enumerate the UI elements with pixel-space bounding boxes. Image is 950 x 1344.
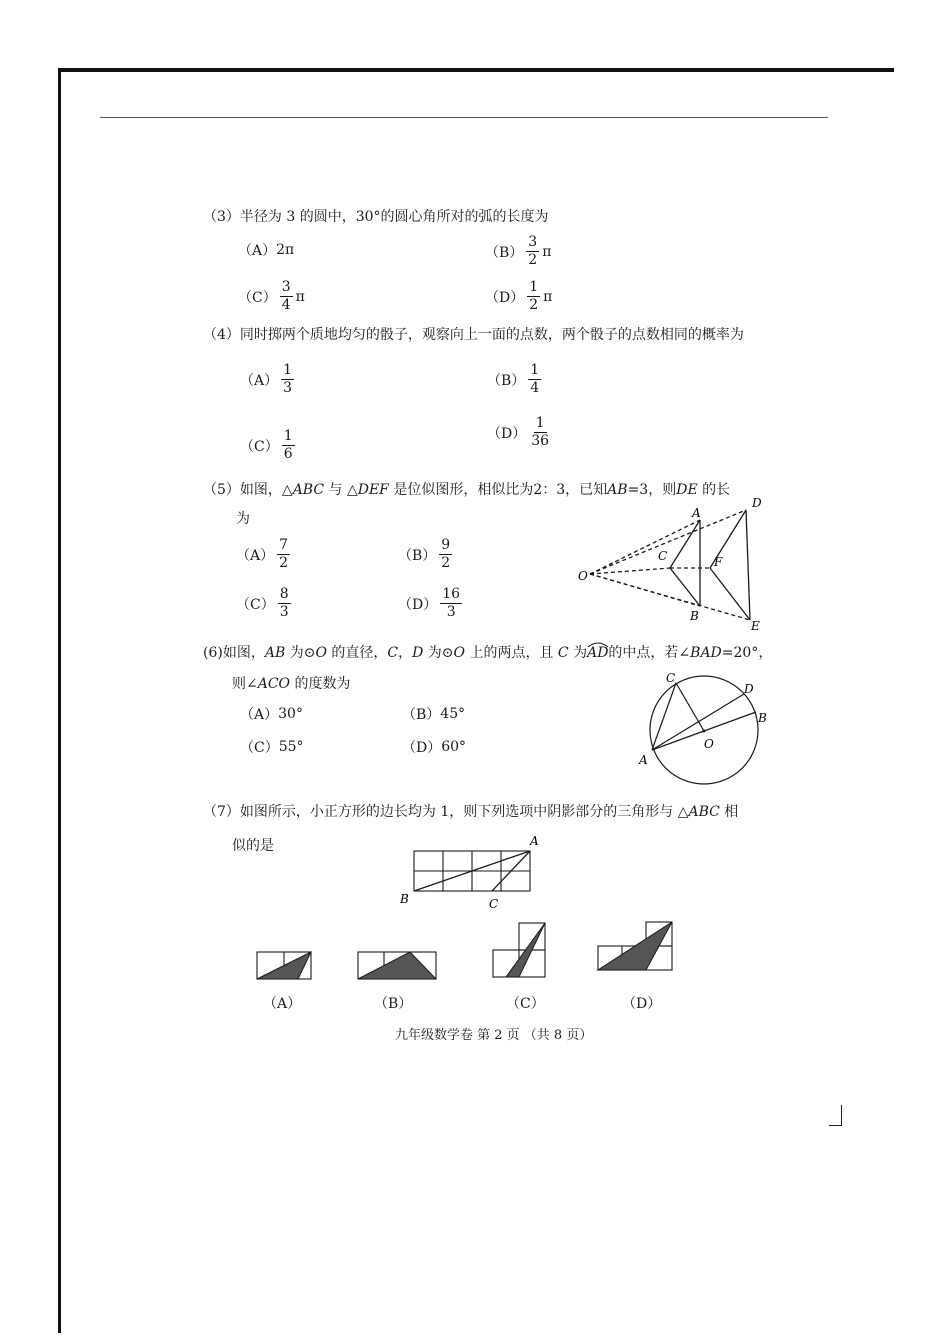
- q6-center-dot: [703, 730, 706, 733]
- q6-figure: [636, 666, 772, 790]
- q6-option-d: （D） 60°: [402, 739, 467, 756]
- q5-label-a: A: [692, 506, 701, 520]
- q5-dash-oc: [590, 568, 670, 574]
- q5-label-o: O: [578, 569, 588, 583]
- q3-option-c: （C） $\frac{3}{4}$ π: [238, 279, 305, 313]
- q6-option-c: （C） 55°: [240, 739, 304, 756]
- q4-option-b: （B） $\frac{1}{4}$: [487, 362, 540, 396]
- q6-label-o: O: [704, 737, 714, 751]
- q5-label-d: D: [752, 496, 762, 510]
- q7-option-a-label: （A）: [263, 996, 302, 1012]
- question-4-stem: （4）同时掷两个质地均匀的骰子，观察向上一面的点数，两个骰子的点数相同的概率为: [203, 327, 744, 343]
- q5-option-c: （C） $\frac{8}{3}$: [236, 586, 289, 620]
- q3-option-a: （A） 2π: [238, 242, 295, 259]
- scan-top-border: [58, 68, 894, 72]
- question-5-stem: （5）如图，△ABC 与 △DEF 是位似图形，相似比为2：3，已知AB=3，则DE 的长: [203, 482, 731, 498]
- q7-option-c-figure: [490, 920, 550, 980]
- q6-co: [676, 683, 704, 731]
- q5-dash-od: [590, 510, 746, 574]
- q5-ef: [710, 568, 750, 620]
- corner-mark: [829, 1105, 842, 1126]
- q7-main-figure: [396, 833, 548, 911]
- q3-option-b: （B） $\frac{3}{2}$ π: [485, 234, 552, 268]
- q5-bc: [670, 568, 700, 606]
- q4-option-d: （D） $\frac{1}{36}$: [487, 415, 550, 449]
- question-7-stem: （7）如图所示，小正方形的边长均为 1，则下列选项中阴影部分的三角形与 △ABC 相: [203, 804, 739, 820]
- q5-de: [746, 510, 750, 620]
- header-rule: [100, 117, 828, 118]
- scan-left-border: [58, 68, 61, 1333]
- question-3-stem: （3）半径为 3 的圆中，30°的圆心角所对的弧的长度为: [203, 209, 549, 225]
- q6-label-d: D: [744, 682, 754, 696]
- q4-option-a: （A） $\frac{1}{3}$: [240, 362, 293, 396]
- q5-option-d: （D） $\frac{16}{3}$: [398, 586, 461, 620]
- q7-label-b: B: [400, 892, 409, 906]
- q7-option-d-label: （D）: [622, 996, 662, 1012]
- q7-label-c: C: [489, 897, 499, 911]
- q5-label-b: B: [690, 609, 699, 623]
- q6-option-a: （A） 30°: [240, 706, 303, 723]
- question-6-stem-line2: 则∠ACO 的度数为: [232, 676, 351, 692]
- question-5-stem-line2: 为: [236, 511, 250, 527]
- q6-label-a: A: [639, 753, 648, 767]
- q5-label-c: C: [658, 549, 668, 563]
- q6-label-b: B: [758, 711, 767, 725]
- question-6-stem: (6)如图，AB 为⊙O 的直径，C，D 为⊙O 上的两点，且 C 为AD 的中点，若∠BAD=20°，: [203, 645, 773, 661]
- q5-figure: [570, 492, 770, 632]
- q5-label-f: F: [714, 555, 723, 569]
- question-7-stem-line2: 似的是: [232, 838, 274, 854]
- q5-label-e: E: [751, 619, 760, 632]
- q6-label-c: C: [666, 671, 676, 685]
- arc-ad: AD: [587, 645, 609, 661]
- q7-option-c-label: （C）: [506, 996, 545, 1012]
- q5-option-a: （A） $\frac{7}{2}$: [236, 537, 289, 571]
- page-footer: 九年级数学卷 第 2 页 （共 8 页）: [395, 1028, 593, 1043]
- q5-option-b: （B） $\frac{9}{2}$: [398, 537, 451, 571]
- q5-dash-oe: [590, 574, 750, 620]
- q7-option-d-figure: [595, 919, 675, 973]
- q3-option-d: （D） $\frac{1}{2}$ π: [485, 279, 553, 313]
- q4-option-c: （C） $\frac{1}{6}$: [240, 428, 293, 462]
- q7-label-a: A: [530, 834, 539, 848]
- q7-option-b-figure: [355, 950, 439, 982]
- q7-option-b-label: （B）: [374, 996, 413, 1012]
- q7-option-a-figure: [254, 950, 314, 982]
- q7-b-shaded-triangle: [358, 952, 436, 979]
- q6-option-b: （B） 45°: [402, 706, 466, 723]
